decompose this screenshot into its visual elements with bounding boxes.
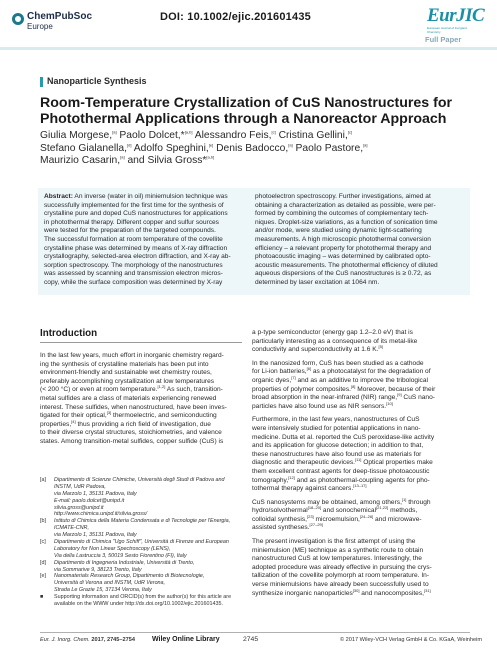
- abstract-line: sorption spectroscopy. The morphology of the nanostructures: [44, 261, 223, 269]
- supporting-info-text[interactable]: available on the WWW under http://dx.doi.org/10.1002/ejic.201601435.: [54, 601, 224, 608]
- abstract-line: The successful formation at room temperature of the covellite: [44, 235, 223, 243]
- body-line: colloidal synthesis,[23] microemulsion,[24–26] and microwave-: [252, 513, 422, 523]
- affiliation-text: Dipartimento di Scienze Chimiche, Università degli Studi di Padova and: [54, 477, 225, 483]
- intro-line: environment-friendly and sustainable wet chemistry routes,: [40, 369, 212, 377]
- affiliation-text: ICMATE-CNR,: [54, 525, 89, 532]
- body-line: properties of polymer composites.[8] Moreover, because of their: [252, 383, 436, 393]
- body-line: medicine. Dutta et al. reported the CuS peroxidase-like activity: [252, 433, 435, 441]
- intro-line: tigated for their optical,[3] thermoelectric, and semiconducting: [40, 409, 217, 420]
- abstract-line: determined by laser excitation at 1064 nm.: [255, 278, 380, 286]
- abstract-line: copy, while the surface composition was determined by X-ray: [44, 278, 223, 286]
- abstract-line: aqueous dispersions of the CuS nanostructures is ≥ 0.72, as: [255, 270, 432, 278]
- affiliation-text: Strada Le Grazie 15, 37134 Verona, Italy: [54, 587, 152, 594]
- abstract-line: were tested for the preparation of the targeted compounds.: [44, 227, 216, 235]
- author-list: [40, 130, 470, 168]
- intro-line: (< 200 °C) or even at room temperature.[1,2] As such, transition-: [40, 384, 223, 394]
- abstract-line: photoelectron spectroscopy. Further investigations, aimed at: [255, 193, 431, 200]
- body-line: for Li-ion batteries,[6] as a photocatalyst for the degradation of: [252, 366, 431, 376]
- publisher-region: Europe: [27, 22, 53, 31]
- body-line: conductivity and superconductivity at 1.6 K.[5]: [252, 344, 383, 354]
- supporting-info-text: Supporting information and ORCID(s) from the author(s) for this article are: [54, 594, 232, 601]
- abstract-line: successfully implemented for the first time for the synthesis of: [44, 201, 224, 209]
- abstract-line: and/or mode, were studied using dynamic light-scattering: [255, 227, 422, 235]
- author-line: Giulia Morgese,[a] Paolo Dolcet,*[a,b] Alessandro Feis,[c] Cristina Gellini,[c]: [40, 129, 353, 141]
- affiliation-line: [40, 567, 245, 574]
- affiliation-text: Dipartimento di Ingegneria Industriale, Università di Trento,: [54, 559, 195, 566]
- footer-citation: [40, 637, 135, 643]
- footer-year-volume: 2017, 2745–2754: [91, 637, 135, 643]
- chempubsoc-icon: [12, 13, 24, 25]
- affiliation-line: [40, 505, 245, 512]
- abstract-line: crystallography, selected-area electron diffraction, and X-ray ab-: [44, 253, 231, 261]
- affiliation-line: [40, 525, 245, 532]
- affiliation-label: [b]: [40, 518, 46, 525]
- affiliation-label: [d]: [40, 559, 46, 566]
- affiliation-line: [40, 532, 245, 539]
- affiliation-line: [40, 553, 245, 560]
- body-line: were intensively studied for potential applications in nano-: [252, 424, 421, 432]
- body-line: a p-type semiconductor (energy gap 1.2–2.0 eV) that is: [252, 329, 413, 336]
- affiliation-label: [a]: [40, 477, 46, 483]
- affiliation-line: [40, 498, 245, 505]
- page-number: 2745: [243, 636, 259, 643]
- body-line: The present investigation is the first attempt of using the: [252, 538, 416, 546]
- footer-divider: [40, 632, 470, 633]
- affiliation-label: [c]: [40, 539, 46, 546]
- affiliation-text: Università di Verona and INSTM, UdR Verona,: [54, 580, 166, 587]
- affiliation-text[interactable]: E-mail: paolo.dolcet@unipd.it: [54, 497, 125, 504]
- affiliation-line: [40, 546, 245, 553]
- abstract-line: crystalline phase was determined by means of X-ray diffraction: [44, 244, 228, 252]
- affiliation-line: [40, 511, 245, 518]
- intro-left-column: [40, 352, 245, 447]
- intro-heading: Introduction: [40, 328, 98, 339]
- affiliation-label: [e]: [40, 573, 46, 580]
- abstract-line: measurements. A high microscopic photothermal conversion: [255, 235, 431, 243]
- affiliation-text: Dipartimento di Chimica "Ugo Schiff", Università di Firenze and European: [54, 539, 229, 546]
- intro-line: to their diverse crystal structures, stoichiometries, and valence: [40, 429, 222, 437]
- article-type: Full Paper: [425, 35, 462, 44]
- footer-journal: Eur. J. Inorg. Chem.: [40, 637, 90, 643]
- affiliation-line: [40, 477, 245, 484]
- intro-line: metal sulfides are a class of materials experiencing renewed: [40, 394, 217, 402]
- abstract-line: was assessed by scanning and transmission electron micros-: [44, 270, 223, 278]
- abstract-line: niques. Droplet-size variations, as a function of sonication time: [255, 218, 438, 226]
- abstract-line: acoustic measurements. The photothermal efficiency of diluted: [255, 261, 438, 269]
- body-line: tallization of the covellite polymorph at room temperature. In-: [252, 572, 430, 580]
- body-line: tothermal therapy against cancers.[13–17]: [252, 482, 367, 493]
- abstract-line: in photothermal therapy. Different copper and sulfur sources: [44, 218, 219, 226]
- abstract-line: Abstract: An inverse (water in oil) miniemulsion technique was: [44, 193, 228, 200]
- body-line: nanostructured CuS at low temperatures. Interestingly, the: [252, 555, 422, 563]
- abstract-line: efficiency – a relevant property for photothermal therapy and: [255, 244, 432, 252]
- supporting-info-line: [40, 594, 245, 601]
- wiley-online-library-link[interactable]: Wiley Online Library: [152, 636, 220, 643]
- affiliation-text: via Marzolo 1, 35131 Padova, Italy: [54, 490, 137, 497]
- intro-right-column: [252, 329, 470, 598]
- journal-logo-text: EurJIC: [427, 5, 485, 26]
- body-line: Furthermore, in the last few years, nanostructures of CuS: [252, 416, 420, 424]
- article-title: [40, 95, 465, 127]
- affiliation-line: [40, 587, 245, 594]
- affiliation-line: [40, 518, 245, 525]
- body-line: broad absorption in the near-infrared (NIR) range,[9] CuS nano-: [252, 391, 435, 402]
- publisher-name: ChemPubSoc: [27, 11, 93, 22]
- body-line: verse miniemulsions have already been successfully used to: [252, 581, 429, 589]
- abstract-right-column: [255, 193, 467, 288]
- abstract-line: formed by combining the outcomes of complementary tech-: [255, 210, 429, 218]
- affiliation-text: Laboratory for Non Linear Spectroscopy (LENS),: [54, 545, 171, 552]
- abstract-label: Abstract:: [44, 193, 73, 200]
- journal-logo-subtitle: European Journal of Inorganic Chemistry: [427, 26, 468, 34]
- title-line: Photothermal Applications through a Nanoreactor Approach: [40, 111, 447, 127]
- affiliation-line: [40, 560, 245, 567]
- body-line: diagnostic and therapeutic devices.[11] Optical properties make: [252, 457, 433, 467]
- intro-line: interest. These sulfides, when nanostructured, have been inves-: [40, 403, 227, 411]
- body-line: particles have also found use as NIR sensors.[10]: [252, 400, 393, 410]
- body-line: CuS nanosystems may be obtained, among others,[1] through: [252, 496, 431, 506]
- body-line: hydro/solvothermal[18–20] and sonochemical[21,22] methods,: [252, 505, 418, 515]
- intro-line: preferably accomplishing crystallization at low temperatures: [40, 377, 215, 385]
- copyright: © 2017 Wiley-VCH Verlag GmbH & Co. KGaA, Weinheim: [340, 637, 483, 643]
- author-line: Maurizio Casarin,[a] and Silvia Gross*[a,b]: [40, 154, 215, 167]
- chempubsoc-logo: [12, 10, 122, 32]
- abstract-line: obtaining a characterization as detailed as possible, were per-: [255, 201, 436, 209]
- affiliation-text: via Marzolo 1, 35131 Padova, Italy: [54, 532, 137, 539]
- supporting-info-line: [40, 601, 245, 608]
- body-line: these nanostructures have also found use as materials for: [252, 450, 422, 458]
- section-tag-bar: [40, 77, 43, 87]
- body-line: assisted syntheses.[27–29]: [252, 522, 323, 532]
- affiliations: [40, 477, 245, 608]
- affiliation-text: Nanomaterials Research Group, Dipartimento di Biotecnologie,: [54, 573, 205, 580]
- body-line: tomography,[12] and as photothermal-coupling agents for pho-: [252, 474, 430, 484]
- body-line: organic dyes,[7] and as an additive to improve the tribological: [252, 374, 428, 384]
- affiliation-text[interactable]: http://www.chimica.unipd.it/silvia.gross/: [54, 511, 148, 518]
- body-line: synthesize inorganic nanoparticles[30] and nanocomposites,[31]: [252, 587, 431, 597]
- body-line: them excellent contrast agents for deep-tissue photoacoustic: [252, 467, 430, 475]
- intro-line: ing the synthesis of crystalline materials has been put into: [40, 360, 209, 368]
- abstract-line: crystalline pure and doped CuS nanostructures for applications: [44, 210, 228, 218]
- author-line: Stefano Gialanella,[d] Adolfo Speghini,[e] Denis Badocco,[a] Paolo Pastore,[a]: [40, 142, 368, 154]
- abstract-left-column: [44, 193, 244, 288]
- intro-divider: [40, 342, 242, 343]
- doi-label: DOI: 10.1002/ejic.201601435: [160, 11, 311, 23]
- affiliation-line: [40, 539, 245, 546]
- affiliation-line: [40, 580, 245, 587]
- body-line: In the nanosized form, CuS has been studied as a cathode: [252, 359, 424, 367]
- header-divider: [0, 47, 497, 50]
- supporting-info-icon: ■: [40, 594, 44, 601]
- body-line: adopted procedure was already effective in pursuing the crys-: [252, 563, 432, 571]
- affiliation-text: via Sommarive 9, 38123 Trento, Italy: [54, 566, 142, 573]
- affiliation-line: [40, 491, 245, 498]
- intro-line: properties,[4] thus providing a rich field of investigation, due: [40, 418, 211, 428]
- affiliation-text: INSTM, UdR Padova,: [54, 483, 106, 490]
- affiliation-text: Via della Lastruccia 3, 50019 Sesto Fiorentino (FI), Italy: [54, 552, 187, 559]
- affiliation-text: Istituto di Chimica della Materia Condensata e di Tecnologie per l'Energia,: [54, 518, 231, 525]
- body-line: and its application for glucose detection; in addition to that,: [252, 442, 424, 450]
- affiliation-line: [40, 484, 245, 491]
- title-line: Room-Temperature Crystallization of CuS Nanostructures for: [40, 95, 453, 111]
- intro-line: In the last few years, much effort in inorganic chemistry regard-: [40, 352, 224, 359]
- affiliation-line: [40, 573, 245, 580]
- body-line: particularly interesting as a consequence of its metal-like: [252, 337, 418, 345]
- abstract-line: photoacoustic imaging – was determined by calibrated opto-: [255, 253, 431, 261]
- affiliation-text[interactable]: silvia.gross@unipd.it: [54, 504, 104, 511]
- section-tag: Nanoparticle Synthesis: [47, 76, 147, 86]
- intro-line: states. Among transition-metal sulfides, copper sulfide (CuS) is: [40, 437, 224, 445]
- body-line: miniemulsion (ME) technique as a synthetic route to obtain: [252, 546, 424, 554]
